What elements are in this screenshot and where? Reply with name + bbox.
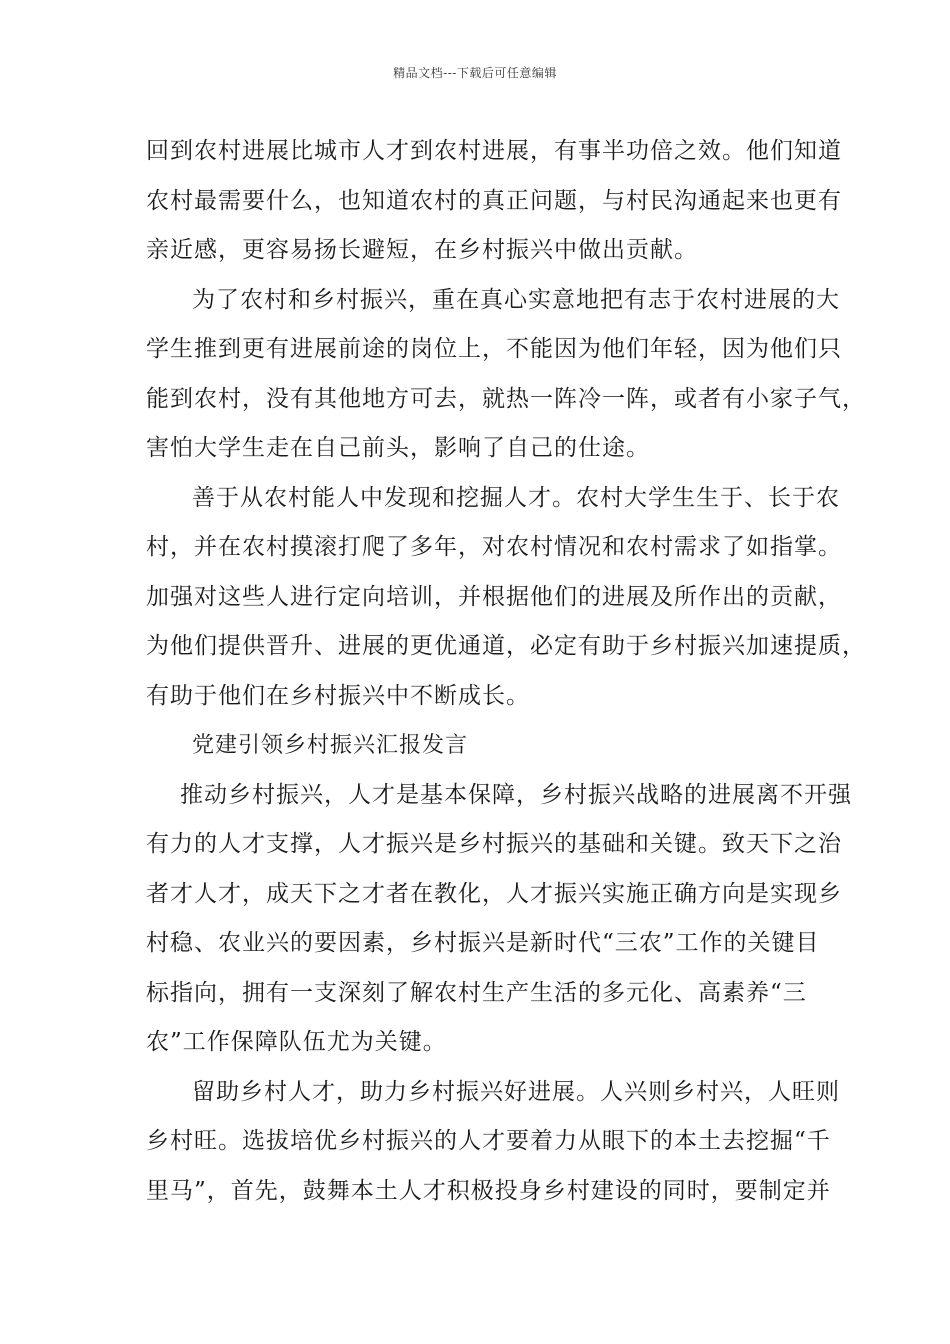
paragraph — [146, 771, 852, 1068]
text-line: 回到农村进展比城市人才到农村进展，有事半功倍之效。他们知道 — [146, 138, 842, 164]
text-line: 农”工作保障队伍尤为关键。 — [146, 1029, 447, 1055]
text-line: 能到农村，没有其他地方可去，就热一阵冷一阵，或者有小家子气， — [146, 385, 866, 412]
text-line: 有力的人才支撑，人才振兴是乡村振兴的基础和关键。致天下之治 — [146, 831, 842, 857]
text-line: 加强对这些人进行定向培训，并根据他们的进展及所作出的贡献， — [146, 583, 842, 610]
text-line: 标指向，拥有一支深刻了解农村生产生活的多元化、高素养“三 — [146, 979, 807, 1006]
text-line: 善于从农村能人中发现和挖掘人才。农村大学生生于、长于农 — [192, 484, 840, 511]
text-line: 为了农村和乡村振兴，重在真心实意地把有志于农村进展的大 — [192, 286, 840, 313]
text-line: 为他们提供晋升、进展的更优通道，必定有助于乡村振兴加速提质， — [146, 633, 866, 659]
text-line: 者才人才，成天下之才者在教化，人才振兴实施正确方向是实现乡 — [146, 880, 842, 907]
text-line: 推动乡村振兴，人才是基本保障，乡村振兴战略的进展离不开强 — [180, 781, 852, 808]
section-heading — [146, 721, 836, 771]
text-line: 里马”，首先，鼓舞本土人才积极投身乡村建设的同时，要制定并 — [146, 1177, 831, 1204]
paragraph — [146, 1068, 840, 1217]
paragraph — [146, 276, 866, 474]
document-body — [146, 127, 866, 1216]
paragraph — [146, 127, 842, 276]
text-line: 亲近感，更容易扬长避短，在乡村振兴中做出贡献。 — [146, 237, 698, 263]
text-line: 村，并在农村摸滚打爬了多年，对农村情况和农村需求了如指掌。 — [146, 534, 842, 560]
page-header: 精品文档---下载后可任意编辑 — [393, 66, 557, 80]
text-line: 农村最需要什么，也知道农村的真正问题，与村民沟通起来也更有 — [146, 187, 842, 214]
heading-line: 党建引领乡村振兴汇报发言 — [192, 733, 469, 758]
text-line: 乡村旺。选拔培优乡村振兴的人才要着力从眼下的本土去挖掘“千 — [146, 1128, 831, 1154]
text-line: 害怕大学生走在自己前头，影响了自己的仕途。 — [146, 435, 650, 461]
text-line: 村稳、农业兴的要因素，乡村振兴是新时代“三农”工作的关键目 — [146, 930, 820, 956]
paragraph — [146, 474, 866, 722]
text-line: 学生推到更有进展前途的岗位上，不能因为他们年轻，因为他们只 — [146, 336, 842, 362]
text-line: 留助乡村人才，助力乡村振兴好进展。人兴则乡村兴，人旺则 — [192, 1078, 840, 1105]
text-line: 有助于他们在乡村振兴中不断成长。 — [146, 682, 530, 709]
